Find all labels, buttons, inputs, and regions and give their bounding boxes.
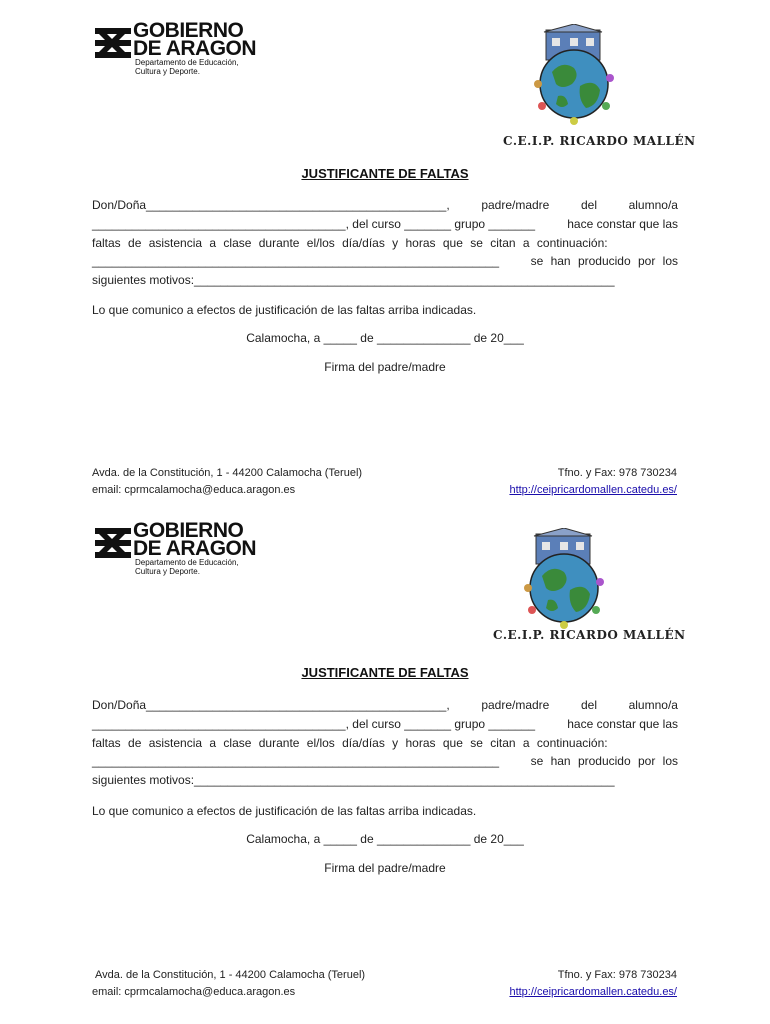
gov-title: GOBIERNO DE ARAGON (133, 19, 257, 60)
school-globe-logo-icon (528, 24, 620, 126)
communication-text: Lo que comunico a efectos de justificación de las faltas arriba indicadas. (92, 303, 477, 317)
form-line-5: siguientes motivos:_______________________________________________________________ (92, 773, 615, 788)
gov-subtitle: Departamento de Educación, Cultura y Deporte. (135, 58, 239, 76)
form-copy-2 (0, 500, 770, 1012)
form-line-3: faltas de asistencia a clase durante el/los día/días y horas que se citan a continuación: (92, 735, 608, 750)
footer-contact: Tfno. y Fax: 978 730234 http://ceipricardomallen.catedu.es/ (509, 969, 677, 998)
aragon-emblem-icon (95, 526, 131, 560)
signature-label: Firma del padre/madre (324, 861, 446, 875)
form-line-4: _____________________________________________________________ se han producido por los (92, 754, 678, 769)
form-body (92, 696, 678, 790)
footer-contact: Tfno. y Fax: 978 730234 http://ceipricardomallen.catedu.es/ (509, 467, 677, 496)
form-line-1: Don/Doña_____________________________________________, padre/madre del alumno/a (92, 198, 678, 212)
footer-address: Avda. de la Constitución, 1 - 44200 Calamocha (Teruel) email: cprmcalamocha@educa.aragon.es (92, 467, 363, 496)
form-body (92, 196, 678, 290)
school-name: C.E.I.P. RICARDO MALLÉN (493, 628, 686, 642)
form-line-3: faltas de asistencia a clase durante el/los día/días y horas que se citan a continuación: (92, 235, 608, 250)
school-name: C.E.I.P. RICARDO MALLÉN (503, 134, 696, 148)
gobierno-aragon-logo (95, 19, 295, 82)
aragon-emblem-icon (95, 26, 131, 60)
form-line-1: Don/Doña_____________________________________________, padre/madre del alumno/a (92, 698, 678, 712)
form-title: JUSTIFICANTE DE FALTAS (301, 166, 469, 181)
school-globe-logo-icon (518, 528, 610, 630)
form-line-2: ______________________________________, del curso _______ grupo _______ hace constar que las (92, 716, 678, 731)
school-website-link[interactable]: http://ceipricardomallen.catedu.es/ (509, 986, 677, 998)
place-date: Calamocha, a _____ de ______________ de 20___ (246, 331, 524, 345)
place-date: Calamocha, a _____ de ______________ de 20___ (246, 832, 524, 846)
footer-address: Avda. de la Constitución, 1 - 44200 Calamocha (Teruel) email: cprmcalamocha@educa.aragon.es (92, 969, 366, 998)
signature-label: Firma del padre/madre (324, 360, 446, 374)
gov-title: GOBIERNO DE ARAGON (133, 519, 257, 560)
form-line-4: _____________________________________________________________ se han producido por los (92, 254, 678, 269)
school-website-link[interactable]: http://ceipricardomallen.catedu.es/ (509, 484, 677, 496)
form-line-5: siguientes motivos:_______________________________________________________________ (92, 273, 615, 288)
form-line-2: ______________________________________, del curso _______ grupo _______ hace constar que las (92, 216, 678, 231)
gobierno-aragon-logo (95, 519, 295, 582)
form-title: JUSTIFICANTE DE FALTAS (301, 665, 469, 680)
gov-subtitle: Departamento de Educación, Cultura y Deporte. (135, 558, 239, 576)
communication-text: Lo que comunico a efectos de justificación de las faltas arriba indicadas. (92, 804, 477, 818)
